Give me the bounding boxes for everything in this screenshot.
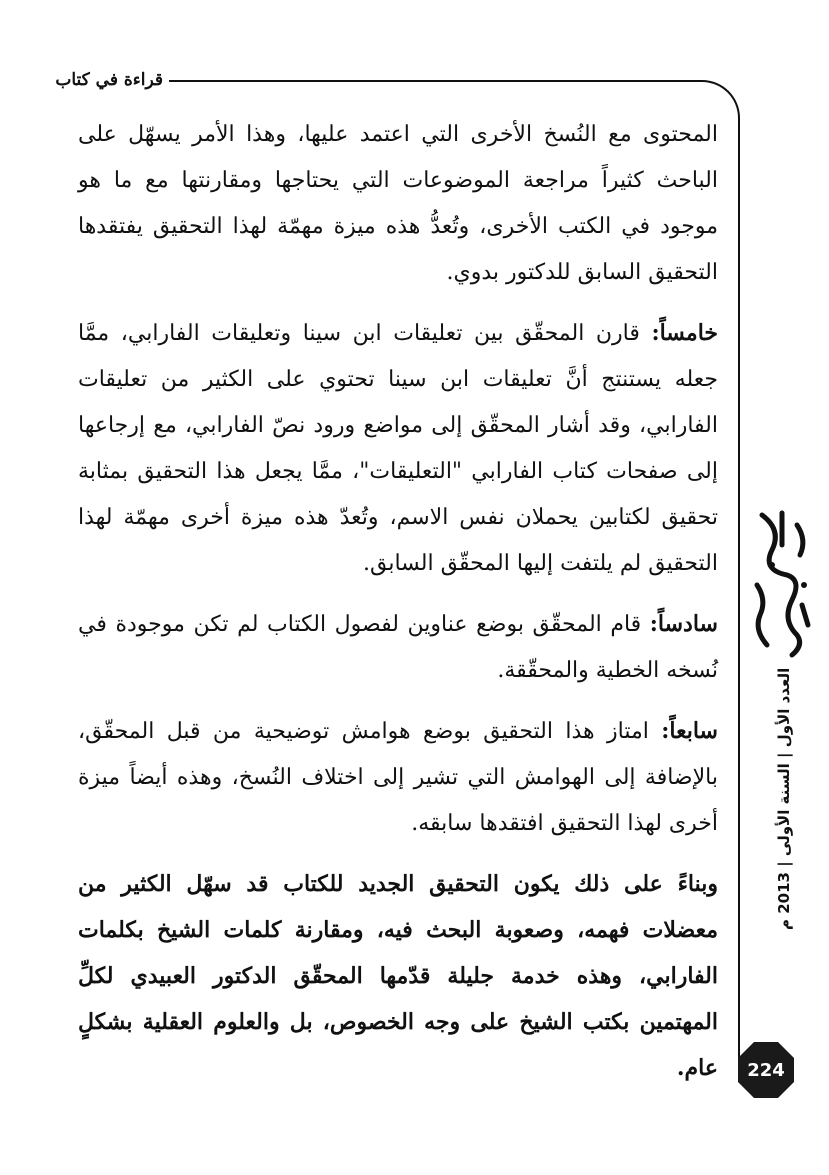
running-header: قراءة في كتاب bbox=[49, 70, 169, 90]
paragraph-3-lead: سادساً: bbox=[649, 611, 718, 637]
paragraph-2-text: قارن المحقّق بين تعليقات ابن سينا وتعليقات الفارابي، ممَّا جعله يستنتج أنَّ تعليقات ابن سينا تحتوي على الكثير من تعليقات الفارابي، وقد أشار المحقّق إلى مواضع ورود نصّ الفارابي، مع إرجاعها إلى صفحات كتاب الفارابي "التعليقات"، ممَّا يجعل هذا التحقيق بمثابة تحقيق لكتابين يحملان نفس الاسم، وتُعدّ هذه ميزة أخرى مهمّة لهذا التحقيق لم يلتفت إليها المحقّق السابق. bbox=[78, 321, 718, 576]
paragraph-2 bbox=[78, 310, 718, 587]
paragraph-5-text: وبناءً على ذلك يكون التحقيق الجديد للكتاب قد سهّل الكثير من معضلات فهمه، وصعوبة البحث فيه، ومقارنة كلمات الشيخ بكلمات الفارابي، وهذه خدمة جليلة قدّمها المحقّق الدكتور العبيدي لكلِّ المهتمين بكتب الشيخ على وجه الخصوص، بل والعلوم العقلية بشكلٍ عام. bbox=[78, 871, 718, 1081]
paragraph-4-lead: سابعاً: bbox=[661, 718, 718, 744]
paragraph-5 bbox=[78, 861, 718, 1091]
paragraph-4 bbox=[78, 708, 718, 847]
paragraph-3 bbox=[78, 601, 718, 694]
paragraph-2-lead: خامساً: bbox=[651, 320, 718, 346]
paragraph-1 bbox=[78, 112, 718, 296]
paragraph-1-text: المحتوى مع النُسخ الأخرى التي اعتمد عليها، وهذا الأمر يسهّل على الباحث كثيراً مراجعة الموضوعات التي يحتاجها ومقارنتها مع ما هو موجود في الكتب الأخرى، وتُعدُّ هذه ميزة مهمّة لهذا التحقيق يفتقدها التحقيق السابق للدكتور بدوي. bbox=[78, 122, 718, 285]
page-number: 224 bbox=[747, 1059, 785, 1081]
journal-logo bbox=[742, 505, 820, 665]
paragraph-4-text: امتاز هذا التحقيق بوضع هوامش توضيحية من قبل المحقّق، بالإضافة إلى الهوامش التي تشير إلى اختلاف النُسخ، وهذه أيضاً ميزة أخرى لهذا التحقيق افتقدها سابقه. bbox=[78, 719, 718, 836]
article-body bbox=[78, 112, 718, 1105]
issue-info-vertical: العدد الأول | السنة الأولى | 2013 م bbox=[775, 667, 793, 930]
paragraph-3-text: قام المحقّق بوضع عناوين لفصول الكتاب لم تكن موجودة في نُسخه الخطية والمحقّقة. bbox=[78, 612, 718, 683]
